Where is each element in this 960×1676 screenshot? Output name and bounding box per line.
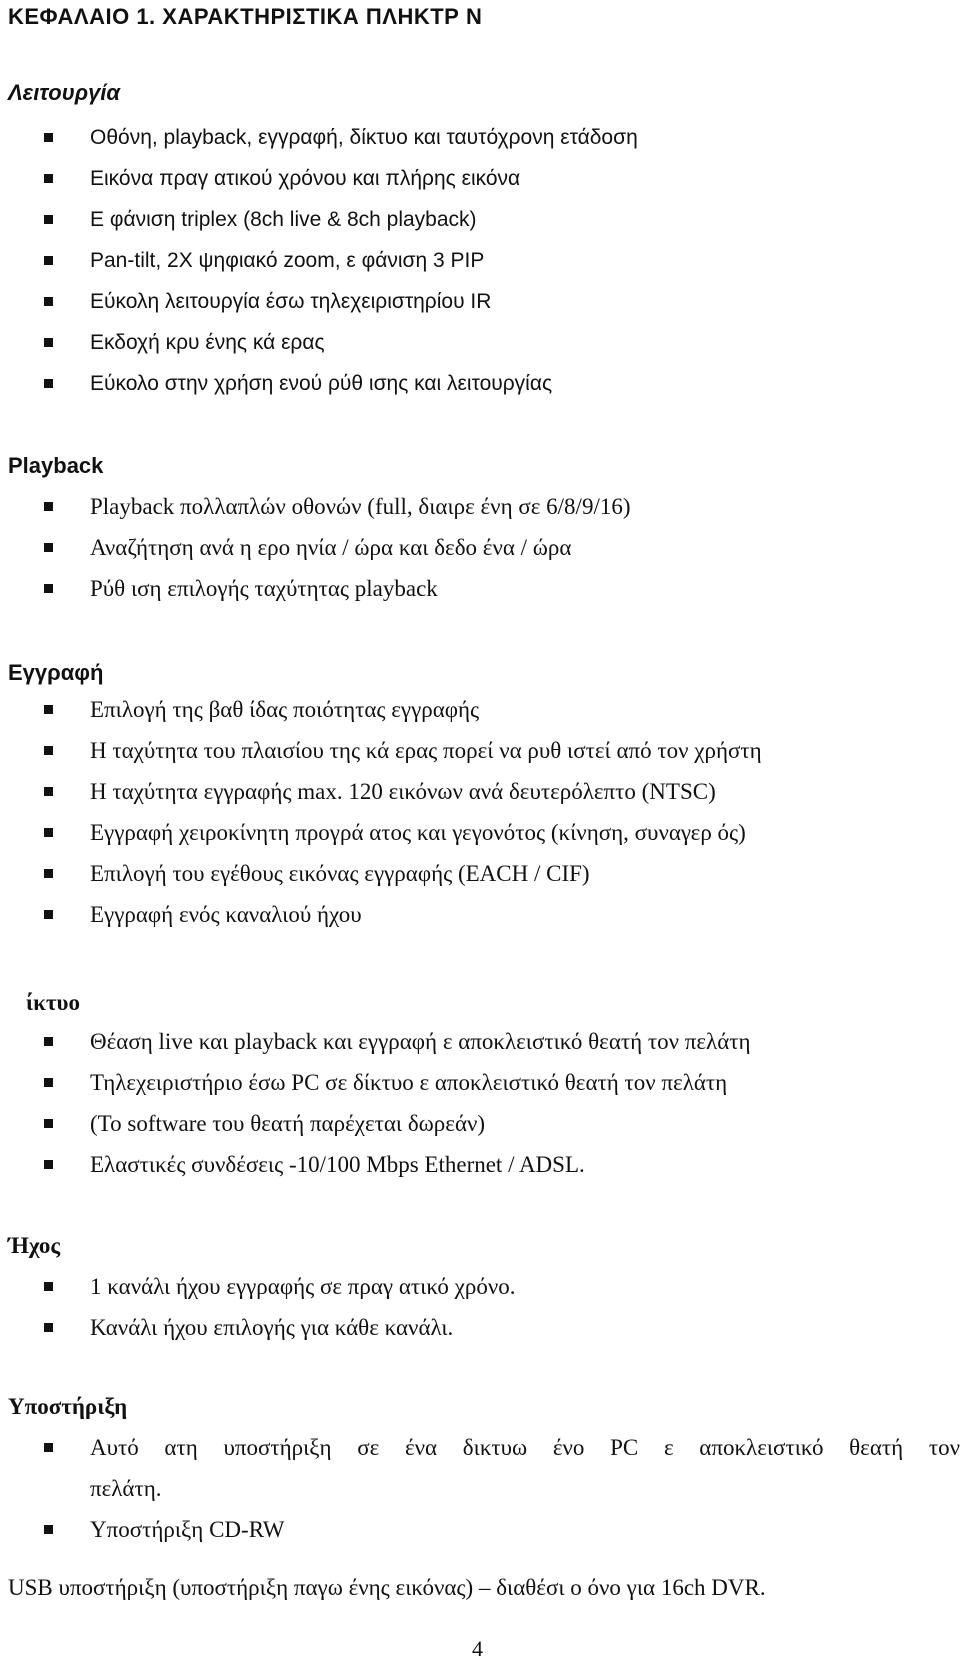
- square-bullet-icon: [44, 746, 53, 755]
- recording-list: [0, 689, 762, 935]
- list-item: Ελαστικές συνδέσεις -10/100 Mbps Ethernet / ADSL.: [0, 1144, 751, 1185]
- list-item: Ρύθ ιση επιλογής ταχύτητας playback: [0, 568, 631, 609]
- square-bullet-icon: [44, 787, 53, 796]
- square-bullet-icon: [44, 584, 53, 593]
- list-item: Αναζήτηση ανά η ερο ηνία / ώρα και δεδο ένα / ώρα: [0, 527, 631, 568]
- list-item: Θέαση live και playback και εγγραφή ε αποκλειστικό θεατή τον πελάτη: [0, 1021, 751, 1062]
- list-item: Εικόνα πραγ ατικού χρόνου και πλήρης εικόνα: [0, 158, 638, 199]
- list-item: Οθόνη, playback, εγγραφή, δίκτυο και ταυτόχρονη ετάδοση: [0, 117, 638, 158]
- support-list: [0, 1427, 960, 1550]
- section-heading-audio: Ήχος: [8, 1233, 61, 1258]
- square-bullet-icon: [44, 1282, 53, 1291]
- square-bullet-icon: [44, 1160, 53, 1169]
- list-item: Pan-tilt, 2X ψηφιακό zoom, ε φάνιση 3 PIP: [0, 240, 638, 281]
- list-item: Εκδοχή κρυ ένης κά ερας: [0, 322, 638, 363]
- list-item: (Το software του θεατή παρέχεται δωρεάν): [0, 1103, 751, 1144]
- square-bullet-icon: [44, 543, 53, 552]
- section-heading-playback: Playback: [8, 453, 104, 478]
- list-item: Playback πολλαπλών οθονών (full, διαιρε ένη σε 6/8/9/16): [0, 486, 631, 527]
- list-item: Ε φάνιση triplex (8ch live & 8ch playback): [0, 199, 638, 240]
- list-item: Τηλεχειριστήριο έσω PC σε δίκτυο ε αποκλειστικό θεατή τον πελάτη: [0, 1062, 751, 1103]
- support-item-line-2: πελάτη.: [90, 1476, 162, 1501]
- square-bullet-icon: [44, 705, 53, 714]
- network-list: [0, 1021, 751, 1185]
- list-item: Εύκολη λειτουργία έσω τηλεχειριστηρίου IR: [0, 281, 638, 322]
- section-heading-network: ίκτυο: [26, 990, 80, 1015]
- playback-list: [0, 486, 631, 609]
- list-item: Υποστήριξη CD-RW: [0, 1509, 960, 1550]
- square-bullet-icon: [44, 1323, 53, 1332]
- list-item: Εύκολο στην χρήση ενού ρύθ ισης και λειτουργίας: [0, 363, 638, 404]
- list-item: Εγγραφή ενός καναλιού ήχου: [0, 894, 762, 935]
- square-bullet-icon: [44, 297, 53, 306]
- list-item: Η ταχύτητα του πλαισίου της κά ερας πορεί να ρυθ ιστεί από τον χρήστη: [0, 730, 762, 771]
- list-item: Κανάλι ήχου επιλογής για κάθε κανάλι.: [0, 1307, 516, 1348]
- usb-support-note: USB υποστήριξη (υποστήριξη παγω ένης εικόνας) – διαθέσι ο όνο για 16ch DVR.: [8, 1575, 766, 1600]
- square-bullet-icon: [44, 502, 53, 511]
- square-bullet-icon: [44, 1119, 53, 1128]
- list-item: Η ταχύτητα εγγραφής max. 120 εικόνων ανά δευτερόλεπτο (NTSC): [0, 771, 762, 812]
- chapter-title: ΚΕΦΑΛΑΙΟ 1. ΧΑΡΑΚΤΗΡΙΣΤΙΚΑ ΠΛΗΚΤΡ Ν: [8, 4, 483, 29]
- page-number: 4: [472, 1636, 483, 1661]
- list-item: Επιλογή της βαθ ίδας ποιότητας εγγραφής: [0, 689, 762, 730]
- section-heading-support: Υποστήριξη: [8, 1394, 128, 1419]
- list-item: 1 κανάλι ήχου εγγραφής σε πραγ ατικό χρόνο.: [0, 1266, 516, 1307]
- list-item: [0, 1427, 960, 1509]
- audio-list: [0, 1266, 516, 1348]
- section-heading-recording: Εγγραφή: [8, 660, 104, 685]
- square-bullet-icon: [44, 379, 53, 388]
- square-bullet-icon: [44, 338, 53, 347]
- support-item-line-1: Αυτό ατη υποστήριξη σε ένα δικτυω ένο PC ε αποκλειστικό θεατή τον: [90, 1435, 960, 1460]
- square-bullet-icon: [44, 828, 53, 837]
- square-bullet-icon: [44, 174, 53, 183]
- list-item: Επιλογή του εγέθους εικόνας εγγραφής (EACH / CIF): [0, 853, 762, 894]
- square-bullet-icon: [44, 256, 53, 265]
- section-heading-operation: Λειτουργία: [8, 80, 121, 105]
- square-bullet-icon: [44, 910, 53, 919]
- square-bullet-icon: [44, 1078, 53, 1087]
- square-bullet-icon: [44, 1443, 53, 1452]
- list-item: Εγγραφή χειροκίνητη προγρά ατος και γεγονότος (κίνηση, συναγερ ός): [0, 812, 762, 853]
- square-bullet-icon: [44, 215, 53, 224]
- square-bullet-icon: [44, 869, 53, 878]
- square-bullet-icon: [44, 1037, 53, 1046]
- square-bullet-icon: [44, 133, 53, 142]
- square-bullet-icon: [44, 1525, 53, 1534]
- operation-list: [0, 117, 638, 404]
